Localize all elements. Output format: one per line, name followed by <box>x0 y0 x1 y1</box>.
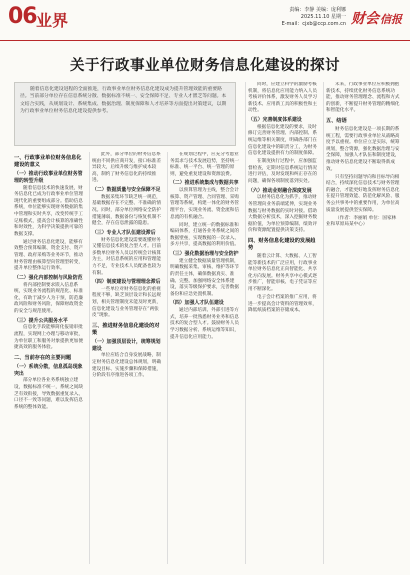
newspaper-logo <box>351 8 402 28</box>
paragraph: 同时，应建立科学的激励考核机制，将信息化应用能力纳入人员考核评价体系，激发财务人员学习新技术、应用新工具的积极性和主动性。 <box>248 82 317 114</box>
article-column-3 <box>170 152 242 564</box>
article-column-5 <box>326 82 400 564</box>
paragraph: 此外，部分单位的财务信息系统由不同供应商开发，接口标准差异较大，后续升级与维护成本较高，制约了财务信息化的持续推进。 <box>92 152 161 184</box>
section-heading: 四、财务信息化建设的发展趋势 <box>248 237 316 251</box>
section-heading: （二）数据质量与安全保障不足 <box>92 186 161 193</box>
column-divider <box>245 82 246 564</box>
paragraph: 部分单位各业务系统独立建设，数据标准不统一，系统之间缺乏有效衔接，导致数据重复录入、口径不一致等问题，难以发挥信息系统的整体效能。 <box>14 378 83 410</box>
column-divider <box>323 82 324 564</box>
section-heading: （三）专业人才队伍建设滞后 <box>92 229 156 236</box>
page-number: 06 <box>8 4 37 29</box>
paragraph: 随着信息技术的快速发展，财务信息化已成为行政事业单位管理现代化的重要组成部分。借助信息系统，单位能够实现财务数据的集中管理和实时共享，改变传统手工记账模式，提高会计核算的准确性和时效性，为科学决策提供可靠的数据支撑。 <box>14 185 83 237</box>
section-heading: 二、当前存在的主要问题 <box>14 354 72 361</box>
section-heading: 三、推进财务信息化建设的对策 <box>92 322 160 336</box>
section-heading: 一、行政事业单位财务信息化建设的意义 <box>14 155 82 168</box>
paragraph: 未来，行政事业单位应积极拥抱新技术，持续优化财务信息系统功能，推动财务管理理念、流程和方式的创新，不断提升财务管理的精细化和智能化水平。 <box>326 82 400 114</box>
paragraph: （作者：李丽娟 单位：国家林业和草原局某中心） <box>326 215 397 228</box>
paragraph: 电子会计档案的推广应用，将进一步提高会计资料的管理效率，降低纸质档案的存储成本。 <box>248 295 317 314</box>
column-divider <box>167 152 168 564</box>
section-heading: （一）系统分散，信息孤岛现象突出 <box>14 363 83 377</box>
article-column-2 <box>92 152 164 564</box>
paragraph: 在规划过程中，应充分考虑业务需求与技术发展趋势，坚持统一标准、统一平台、统一管理的原则，避免重复建设和资源浪费。 <box>170 152 239 177</box>
paragraph: 信息化手段能够简化报销审批流程，实现网上办理与移动审批，为单位职工和服务对象提供更加便捷高效的服务体验。 <box>14 325 83 351</box>
brand-sub: 信报 <box>380 13 402 26</box>
paragraph: 财务信息化建设是一项长期的系统工程，需要行政事业单位从战略高度予以重视。单位应立足实际，统筹规划，整合资源，强化数据治理与安全保障，加强人才队伍和制度建设，推动财务信息化建设不断取得新成效。 <box>326 126 400 172</box>
paragraph: 只有坚持问题导向和目标导向相结合，持续深化信息技术与财务管理的融合，才能更好地发挥财务信息化在提升管理效能、防范化解风险、服务公共事务中的重要作用，为单位高质量发展提供坚实保障。 <box>326 174 400 213</box>
meta-line-date: 2025.11.10 星期一 <box>300 14 346 20</box>
editor-meta <box>236 7 346 28</box>
section-heading: （三）强化数据治理与安全防护 <box>170 251 239 258</box>
article-title: 关于行政事业单位财务信息化建设的探讨 <box>70 57 340 74</box>
section-heading: 五、结语 <box>326 117 347 124</box>
paragraph: 在制度执行过程中，应加强监督检查，定期对信息系统运行情况进行评估，及时发现和纠正存在的问题，确保各项制度落到实处。 <box>248 159 317 185</box>
section-heading: （一）加强顶层设计，统筹规划建设 <box>92 338 161 352</box>
section-heading: （五）完善制度体系建设 <box>248 116 302 123</box>
article-column-4 <box>248 82 320 564</box>
article-column-1 <box>14 152 86 564</box>
section-heading: （一）推动行政事业单位财务管理的转型升级 <box>14 171 83 184</box>
paragraph: 财务信息化建设需要既懂财务又懂信息技术的复合型人才。目前多数单位财务人员以传统会计核算为主，对信息系统的应用和管理能力不足，专业技术人员配备也较为有限。 <box>92 237 161 276</box>
paragraph: 单位应结合自身发展战略，制定财务信息化建设总体规划，明确建设目标、实施步骤和保障措施，分阶段有序推进各项工作。 <box>92 353 161 379</box>
paragraph: 将内部控制要求嵌入信息系统，实现业务流程的规范化、标准化，有助于减少人为干预，防范廉政风险和财务风险，保障财政资金的安全与规范使用。 <box>14 282 83 314</box>
section-heading: （二）推进系统集成与数据共享 <box>170 180 239 187</box>
paragraph: 通过财务信息化建设，能够有效整合预算编制、资金支付、资产管理、政府采购等业务环节，推动财务管理由核算型向管理型转变，提升单位整体运行效率。 <box>14 239 83 272</box>
section-heading: （四）制度建设与管理理念滞后 <box>92 279 161 286</box>
brand-name: 财会 <box>351 11 379 27</box>
paragraph: 建立健全数据质量管理机制，明确数据采集、审核、维护等环节的责任主体，确保数据真实、准确、完整。加强网络安全体系建设，落实等级保护要求，完善数据备份和应急处置机制。 <box>170 258 239 297</box>
section-name: 业界 <box>36 11 69 30</box>
meta-line-email: E-mail：cjxb@ccp.com.cn <box>281 21 346 27</box>
paragraph: 同时，建立统一的数据标准和编码体系，打通各业务系统之间的数据壁垒，实现数据的一次录入、多方共享，提高数据的利用价值。 <box>170 222 239 248</box>
section-heading: （三）提升公共服务水平 <box>14 317 68 324</box>
paragraph: 随着云计算、大数据、人工智能等新技术的广泛应用，行政事业单位财务信息化正向智能化、共享化方向发展。财务共享中心模式逐步推广，智能审核、电子凭证等应用不断深化。 <box>248 253 317 292</box>
paragraph: 根据信息化建设的要求，及时修订完善财务管理、内部控制、系统运维等相关制度，明确各部门在信息化建设中的职责分工，为财务信息化建设提供有力的制度保障。 <box>248 124 317 157</box>
paragraph: 通过内部培训、外部引进等方式，培养一批熟悉财务业务和信息技术的复合型人才。鼓励财务人员学习数据分析、系统运维等知识，提升信息化应用能力。 <box>170 308 239 340</box>
paragraph: 以预算管理为主线，整合会计核算、资产管理、合同管理、采购管理等系统，构建一体化的财务管理平台，实现业务流、资金流和信息流的有机融合。 <box>170 188 239 220</box>
section-heading: （二）强化内部控制与风险防范 <box>14 274 83 281</box>
paragraph: 以财务信息化为抓手，推动财务管理向业务前端延伸，实现业务数据与财务数据的实时对接。借助大数据分析技术，深入挖掘财务数据价值，为单位预算编制、绩效评价和资源配置提供决策支持。 <box>248 195 317 234</box>
section-heading: （四）加强人才队伍建设 <box>170 300 224 307</box>
article-abstract: 随着信息化建设进程的全面推进，行政事业单位财务信息化建设成为提升管理效能的重要路径。当前部分单位存在信息系统分散、数据标准不统一、安全保障不足、专业人才匮乏等问题。本文结合实践，从规划设计、系统集成、数据治理、制度保障和人才培养等方面提出对策建议，以期为行政事业单位财务信息化建设提供参考。 <box>14 82 236 146</box>
column-divider <box>89 152 90 564</box>
paragraph: 数据采集环节缺乏统一规范，基础数据存在不完整、不准确的情况。同时，部分单位网络安全防护措施薄弱，数据备份与恢复机制不健全，存在信息泄露的隐患。 <box>92 194 161 227</box>
meta-line-editors: 责编：李静 美编：庞利娜 <box>289 7 346 13</box>
page-header <box>0 0 410 41</box>
paragraph: 一些单位对财务信息化的重视程度不够，缺乏顶层设计和长远规划，相关管理制度未能及时更新，信息化建设与业务管理存在“两张皮”现象。 <box>92 286 161 319</box>
section-heading: （六）推动业财融合深度发展 <box>248 187 312 194</box>
